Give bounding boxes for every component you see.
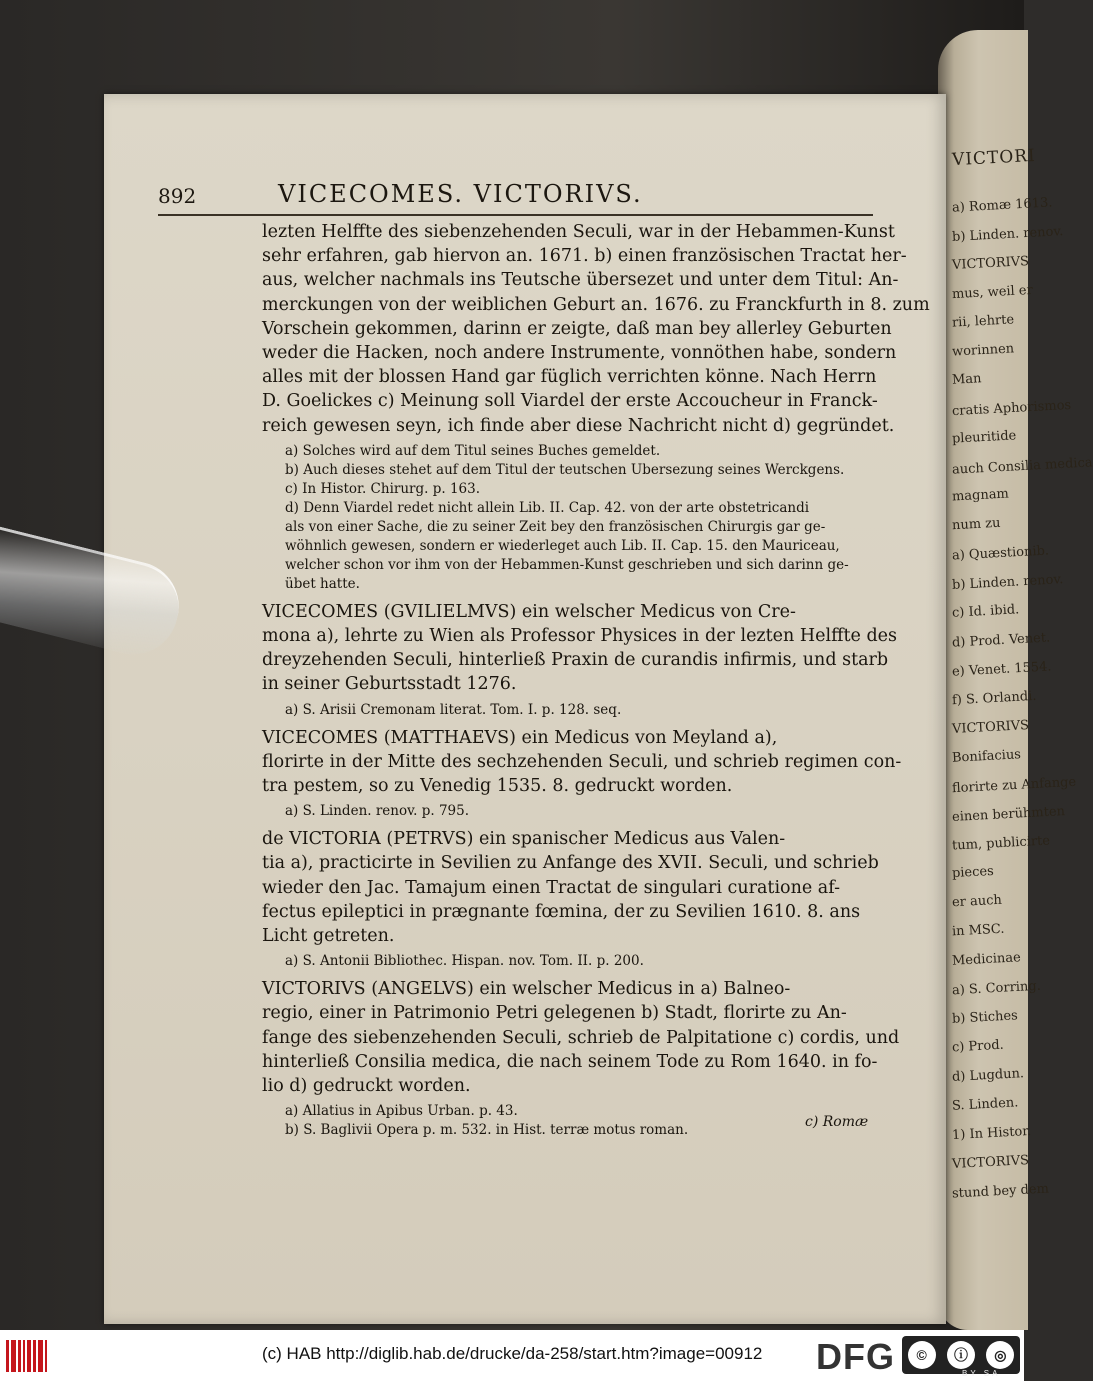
body-line: aus, welcher nachmals ins Teutsche übersezet und unter dem Titul: An- <box>262 270 899 291</box>
adjacent-page-line: rii, lehrte <box>951 312 1015 331</box>
page-number: 892 <box>158 184 197 208</box>
body-line: VICTORIVS (ANGELVS) ein welscher Medicus in a) Balneo- <box>262 979 791 1000</box>
adjacent-page-line: b) Stiches <box>951 1008 1019 1027</box>
adjacent-page-line: in MSC. <box>951 921 1005 940</box>
adjacent-page-line: 1) In Histor. <box>951 1123 1032 1144</box>
adjacent-page-line: worinnen <box>951 341 1015 360</box>
footnote-line: c) In Histor. Chirurg. p. 163. <box>285 480 481 497</box>
adjacent-page-line: mus, weil er <box>951 282 1034 303</box>
body-line: fectus epileptici in prægnante fœmina, der zu Sevilien 1610. 8. ans <box>262 901 861 922</box>
body-line: tia a), practicirte in Sevilien zu Anfange des XVII. Seculi, und schrieb <box>262 853 879 874</box>
adjacent-page-line: pieces <box>951 863 995 882</box>
body-line: merckungen von der weiblichen Geburt an. 1676. zu Franckfurth in 8. zum <box>262 294 930 315</box>
footnote-line: d) Denn Viardel redet nicht allein Lib. II. Cap. 42. von der arte obstetricandi <box>285 499 810 516</box>
adjacent-page-line: c) Id. ibid. <box>951 602 1020 621</box>
footnote-line: b) S. Baglivii Opera p. m. 532. in Hist. terræ motus roman. <box>285 1122 689 1139</box>
adjacent-page-line: d) Prod. Venet. <box>951 630 1051 651</box>
adjacent-page-line: a) Quæstionib. <box>951 543 1050 564</box>
body-line: lezten Helffte des siebenzehenden Seculi, war in der Hebammen-Kunst <box>262 222 895 242</box>
hab-logo-icon <box>6 1340 52 1372</box>
footnote-line: als von einer Sache, die zu seiner Zeit bey den französischen Chirurgis gar ge- <box>285 518 826 535</box>
body-line: sehr erfahren, gab hiervon an. 1671. b) einen französischen Tractat her- <box>262 246 907 267</box>
footnote-line: übet hatte. <box>285 575 360 592</box>
adjacent-page-line: pleuritide <box>951 428 1017 447</box>
footnote-line: a) Allatius in Apibus Urban. p. 43. <box>285 1103 518 1120</box>
adjacent-page-line: b) Linden. renov. <box>951 224 1064 245</box>
adjacent-page-line: einen berühmten <box>951 804 1066 825</box>
adjacent-page-line: er auch <box>951 892 1003 911</box>
body-line: regio, einer in Patrimonio Petri gelegenen b) Stadt, florirte zu An- <box>262 1003 847 1024</box>
license-label: BY SA <box>962 1369 1001 1378</box>
adjacent-page-line: auch Consilia medica <box>951 455 1093 478</box>
adjacent-page <box>938 30 1093 1330</box>
adjacent-page-line: Medicinae <box>951 950 1022 969</box>
catchword: c) Romæ <box>805 1114 869 1130</box>
adjacent-page-line: S. Linden. <box>951 1095 1019 1114</box>
adjacent-page-head: VICTORI <box>951 145 1037 171</box>
body-line: weder die Hacken, noch andere Instrumente, vonnöthen habe, sondern <box>262 343 897 363</box>
dfg-logo: DFG <box>816 1336 895 1377</box>
body-line: tra pestem, so zu Venedig 1535. 8. gedruckt worden. <box>262 776 733 796</box>
body-line: Licht getreten. <box>262 926 395 946</box>
cc-license-icon[interactable] <box>902 1336 1020 1374</box>
adjacent-page-line: f) S. Orlandi. <box>951 688 1037 709</box>
adjacent-page-line: cratis Aphorismos <box>951 397 1072 420</box>
header-rule <box>158 214 873 216</box>
adjacent-page-line: stund bey dem <box>951 1181 1050 1202</box>
body-line: VICECOMES (GVILIELMVS) ein welscher Medicus von Cre- <box>262 601 796 622</box>
footer-bar <box>0 1330 1024 1381</box>
footnote-line: a) S. Antonii Bibliothec. Hispan. nov. Tom. II. p. 200. <box>285 953 644 970</box>
by-symbol: ⓘ <box>947 1341 975 1369</box>
adjacent-page-line: num zu <box>951 515 1001 534</box>
adjacent-page-line: c) Prod. <box>951 1037 1005 1056</box>
footnote-line: a) S. Arisii Cremonam literat. Tom. I. p. 128. seq. <box>285 701 622 718</box>
body-line: dreyzehenden Seculi, hinterließ Praxin de curandis infirmis, und starb <box>262 650 889 671</box>
body-line: hinterließ Consilia medica, die nach seinem Tode zu Rom 1640. in fo- <box>262 1051 878 1072</box>
adjacent-page-line: tum, publicirte <box>951 833 1051 854</box>
body-line: VICECOMES (MATTHAEVS) ein Medicus von Meyland a), <box>262 727 778 748</box>
footnote-line: welcher schon vor ihm von der Hebammen-Kunst geschrieben und sich darinn ge- <box>285 556 849 573</box>
footnote-line: a) S. Linden. renov. p. 795. <box>285 803 469 820</box>
body-line: reich gewesen seyn, ich finde aber diese Nachricht nicht d) gegründet. <box>262 415 895 436</box>
adjacent-page-line: Man <box>951 371 982 388</box>
body-line: lio d) gedruckt worden. <box>262 1076 471 1096</box>
body-line: Vorschein gekommen, darinn er zeigte, daß man bey allerley Geburten <box>262 318 892 339</box>
body-line: in seiner Geburtsstadt 1276. <box>262 674 517 695</box>
page-header <box>158 180 878 210</box>
adjacent-page-line: VICTORIVS <box>951 1152 1030 1173</box>
footnote-line: wöhnlich gewesen, sondern er wiederleget auch Lib. II. Cap. 15. den Mauriceau, <box>285 537 840 554</box>
body-line: mona a), lehrte zu Wien als Professor Physices in der lezten Helffte des <box>262 626 898 646</box>
footnote-line: a) Solches wird auf dem Titul seines Buches gemeldet. <box>285 442 661 459</box>
body-line: alles mit der blossen Hand gar füglich verrichten könne. Nach Herrn <box>262 367 877 388</box>
adjacent-page-line: d) Lugdun. <box>951 1066 1025 1085</box>
cc-symbol: © <box>908 1341 936 1369</box>
adjacent-page-line: VICTORIVS <box>951 717 1030 738</box>
sa-symbol: ◎ <box>986 1341 1014 1369</box>
body-line: de VICTORIA (PETRVS) ein spanischer Medicus aus Valen- <box>262 829 786 850</box>
footnote-line: b) Auch dieses stehet auf dem Titul der teutschen Ubersezung seines Werckgens. <box>285 461 845 478</box>
adjacent-page-line: b) Linden. renov. <box>951 572 1064 593</box>
adjacent-page-line: magnam <box>951 486 1010 505</box>
adjacent-page-line: VICTORIVS <box>951 253 1030 274</box>
body-line: D. Goelickes c) Meinung soll Viardel der erste Accoucheur in Franck- <box>262 391 878 412</box>
body-line: florirte in der Mitte des sechzehenden Seculi, und schrieb regimen con- <box>262 751 902 772</box>
adjacent-page-line: a) S. Corring. <box>951 978 1042 999</box>
adjacent-page-line: e) Venet. 1554. <box>951 659 1052 680</box>
adjacent-page-line: Bonifacius <box>951 747 1022 766</box>
adjacent-page-line: florirte zu Anfange <box>951 774 1077 797</box>
adjacent-page-line: a) Romæ 1613. <box>951 195 1053 216</box>
body-line: fange des siebenzehenden Seculi, schrieb de Palpitatione c) cordis, und <box>262 1027 900 1048</box>
copyright-link[interactable]: (c) HAB http://diglib.hab.de/drucke/da-258/start.htm?image=00912 <box>262 1344 763 1363</box>
running-head: VICECOMES. VICTORIVS. <box>278 180 643 208</box>
body-line: wieder den Jac. Tamajum einen Tractat de singulari curatione af- <box>262 877 840 898</box>
